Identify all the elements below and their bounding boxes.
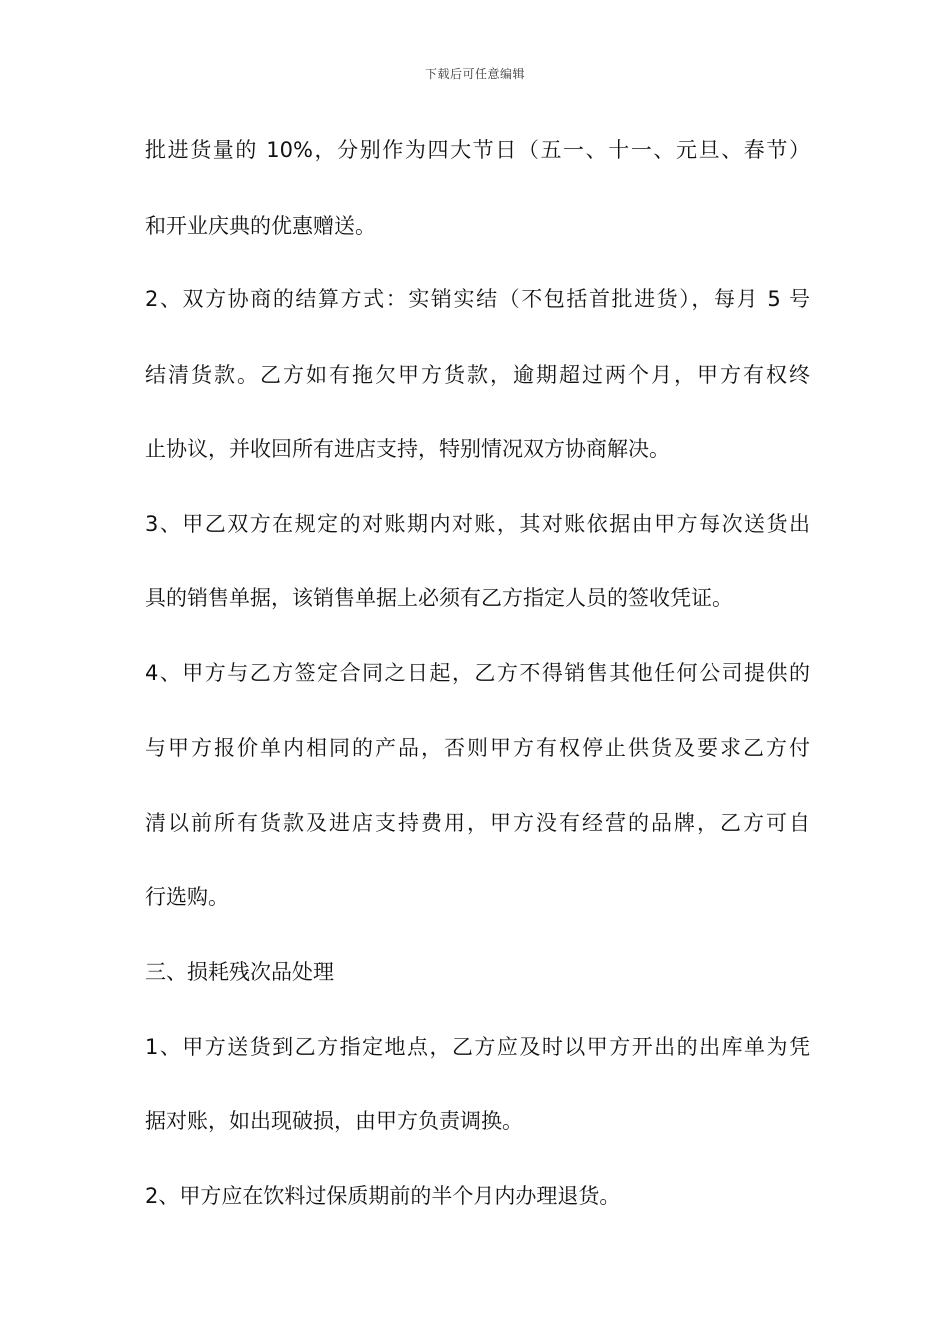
body-line-13: 据对账，如出现破损，由甲方负责调换。 <box>145 1109 523 1133</box>
body-line-4: 结清货款。乙方如有拖欠甲方货款，逾期超过两个月，甲方有权终 <box>145 363 810 387</box>
body-line-14: 2、甲方应在饮料过保质期前的半个月内办理退货。 <box>145 1184 621 1208</box>
body-line-7: 具的销售单据，该销售单据上必须有乙方指定人员的签收凭证。 <box>145 586 733 610</box>
section-heading: 三、损耗残次品处理 <box>145 960 334 984</box>
body-line-1: 批进货量的 10%，分别作为四大节日（五一、十一、元旦、春节） <box>145 138 810 162</box>
body-line-5: 止协议，并收回所有进店支持，特别情况双方协商解决。 <box>145 437 670 461</box>
body-line-9: 与甲方报价单内相同的产品，否则甲方有权停止供货及要求乙方付 <box>145 736 810 760</box>
body-line-11: 行选购。 <box>145 885 229 909</box>
body-line-2: 和开业庆典的优惠赠送。 <box>145 214 376 238</box>
body-line-10: 清以前所有货款及进店支持费用，甲方没有经营的品牌，乙方可自 <box>145 811 810 835</box>
body-line-8: 4、甲方与乙方签定合同之日起，乙方不得销售其他任何公司提供的 <box>145 661 810 685</box>
body-line-12: 1、甲方送货到乙方指定地点，乙方应及时以甲方开出的出库单为凭 <box>145 1035 810 1059</box>
page-header: 下载后可任意编辑 <box>424 67 525 81</box>
body-line-3: 2、双方协商的结算方式：实销实结（不包括首批进货），每月 5 号 <box>145 287 810 311</box>
body-line-6: 3、甲乙双方在规定的对账期内对账，其对账依据由甲方每次送货出 <box>145 512 810 536</box>
